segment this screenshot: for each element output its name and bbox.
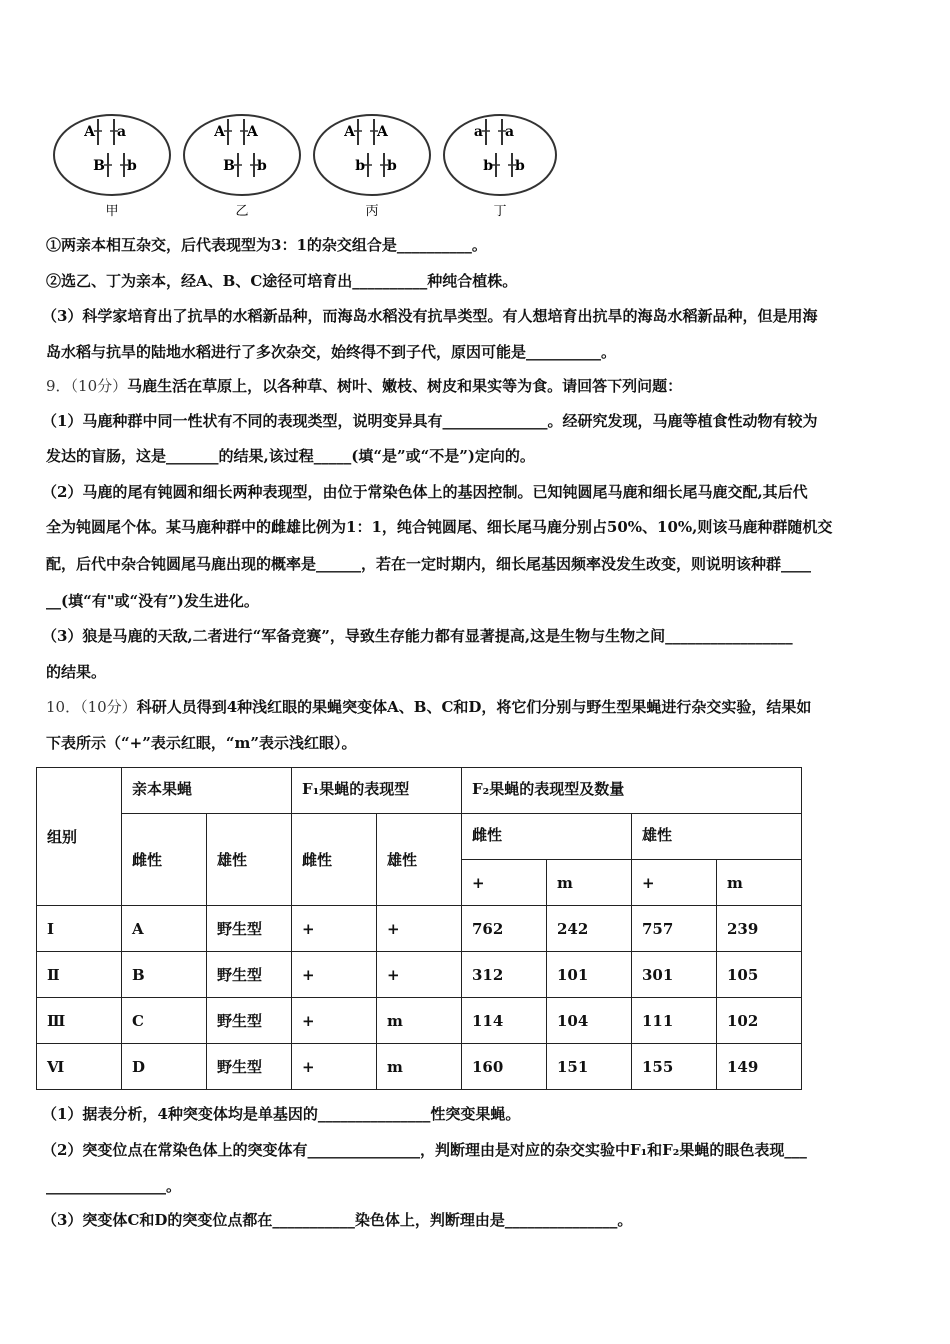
header-plus: + <box>462 860 547 906</box>
gene-label: b <box>483 158 493 174</box>
header-female: 雌性 <box>122 814 207 906</box>
table-cell: Ⅲ <box>37 998 122 1044</box>
table-row <box>37 906 802 952</box>
gene-label: A <box>377 124 388 140</box>
chromosome-diagram <box>50 105 590 220</box>
table-cell: 151 <box>547 1044 632 1090</box>
text-line: 下表所示（“+”表示红眼，“m”表示浅红眼）。 <box>46 734 357 752</box>
gene-label: b <box>387 158 397 174</box>
text-line: （2）马鹿的尾有钝圆和细长两种表现型，由位于常染色体上的基因控制。已知钝圆尾马鹿和细长尾马鹿交配,其后代 <box>42 483 808 501</box>
table-cell: + <box>292 906 377 952</box>
question-number: 10．（10分） <box>46 698 137 716</box>
text-line: （2）突变位点在常染色体上的突变体有_______________，判断理由是对应的杂交实验中F₁和F₂果蝇的眼色表现___ <box>42 1141 807 1159</box>
text-line: __(填“有"或“没有”)发生进化。 <box>46 592 259 610</box>
table-cell: 239 <box>717 906 802 952</box>
header-m: m <box>717 860 802 906</box>
table-cell: + <box>377 952 462 998</box>
table-cell: 301 <box>632 952 717 998</box>
header-parent: 亲本果蝇 <box>122 768 292 814</box>
text-line: （3）科学家培育出了抗旱的水稻新品种，而海岛水稻没有抗旱类型。有人想培育出抗旱的海岛水稻新品种，但是用海 <box>42 307 818 325</box>
text-line: （3）狼是马鹿的天敌,二者进行“军备竞赛”，导致生存能力都有显著提高,这是生物与生物之间_________________ <box>42 627 793 645</box>
table-cell: 111 <box>632 998 717 1044</box>
table-cell: 101 <box>547 952 632 998</box>
table-cell: Ⅵ <box>37 1044 122 1090</box>
header-group: 组别 <box>37 768 122 906</box>
table-cell: m <box>377 998 462 1044</box>
cell-diagram <box>314 115 430 219</box>
table-cell: Ⅱ <box>37 952 122 998</box>
results-table <box>36 767 802 1090</box>
header-m: m <box>547 860 632 906</box>
table-cell: 312 <box>462 952 547 998</box>
text-line: 配，后代中杂合钝圆尾马鹿出现的概率是______，若在一定时期内，细长尾基因频率没发生改变，则说明该种群____ <box>46 555 812 573</box>
table-cell: 242 <box>547 906 632 952</box>
header-male: 雄性 <box>632 814 802 860</box>
gene-label: a <box>117 124 127 140</box>
table-row <box>37 952 802 998</box>
text-line: 岛水稻与抗旱的陆地水稻进行了多次杂交，始终得不到子代，原因可能是__________。 <box>46 343 617 361</box>
cell-diagram <box>184 115 300 219</box>
gene-label: b <box>127 158 137 174</box>
text-line: 发达的盲肠，这是_______的结果,该过程_____(填“是”或“不是”)定向的。 <box>46 447 535 465</box>
table-cell: + <box>377 906 462 952</box>
table-cell: Ⅰ <box>37 906 122 952</box>
header-f1: F₁果蝇的表现型 <box>292 768 462 814</box>
table-cell: A <box>122 906 207 952</box>
text-line: ①两亲本相互杂交，后代表现型为3：1的杂交组合是__________。 <box>46 236 487 254</box>
table-cell: C <box>122 998 207 1044</box>
header-female: 雌性 <box>292 814 377 906</box>
table-cell: 114 <box>462 998 547 1044</box>
cell-label: 丁 <box>493 204 507 219</box>
gene-label: B <box>223 158 235 174</box>
table-row <box>37 1044 802 1090</box>
table-cell: 野生型 <box>207 906 292 952</box>
gene-label: A <box>344 124 355 140</box>
question-number: 9．（10分） <box>46 377 128 395</box>
gene-label: b <box>515 158 525 174</box>
table-cell: 野生型 <box>207 952 292 998</box>
header-f2: F₂果蝇的表现型及数量 <box>462 768 802 814</box>
table-cell: + <box>292 1044 377 1090</box>
header-plus: + <box>632 860 717 906</box>
table-cell: 762 <box>462 906 547 952</box>
table-cell: 野生型 <box>207 1044 292 1090</box>
gene-label: B <box>93 158 105 174</box>
table-cell: 104 <box>547 998 632 1044</box>
cell-label: 丙 <box>365 204 379 219</box>
table-cell: 102 <box>717 998 802 1044</box>
gene-label: b <box>257 158 267 174</box>
table-cell: m <box>377 1044 462 1090</box>
table-cell: + <box>292 998 377 1044</box>
gene-label: a <box>505 124 515 140</box>
table-cell: 757 <box>632 906 717 952</box>
cell-label: 乙 <box>235 204 249 219</box>
question-9-heading <box>46 376 682 396</box>
cell-label: 甲 <box>105 204 119 219</box>
cell-diagram <box>444 115 556 219</box>
gene-label: b <box>355 158 365 174</box>
gene-label: A <box>84 124 95 140</box>
gene-label: a <box>473 124 483 140</box>
table-cell: 149 <box>717 1044 802 1090</box>
table-cell: 105 <box>717 952 802 998</box>
table-cell: 155 <box>632 1044 717 1090</box>
table-cell: 野生型 <box>207 998 292 1044</box>
gene-label: A <box>247 124 258 140</box>
text-line: （3）突变体C和D的突变位点都在___________染色体上，判断理由是_______________。 <box>42 1211 633 1229</box>
question-text: 科研人员得到4种浅红眼的果蝇突变体A、B、C和D，将它们分别与野生型果蝇进行杂交实验，结果如 <box>136 698 812 716</box>
cell-diagram <box>54 115 170 219</box>
gene-label: A <box>214 124 225 140</box>
text-line: （1）马鹿种群中同一性状有不同的表现类型，说明变异具有______________。经研究发现，马鹿等植食性动物有较为 <box>42 412 818 430</box>
header-male: 雄性 <box>377 814 462 906</box>
question-10-heading <box>46 697 811 717</box>
table-cell: 160 <box>462 1044 547 1090</box>
table-cell: D <box>122 1044 207 1090</box>
text-line: ________________。 <box>46 1177 182 1195</box>
header-female: 雌性 <box>462 814 632 860</box>
table-row <box>37 998 802 1044</box>
table-cell: + <box>292 952 377 998</box>
question-text: 马鹿生活在草原上，以各种草、树叶、嫩枝、树皮和果实等为食。请回答下列问题： <box>127 377 683 395</box>
text-line: 的结果。 <box>46 663 107 681</box>
text-line: 全为钝圆尾个体。某马鹿种群中的雌雄比例为1：1，纯合钝圆尾、细长尾马鹿分别占50%、10%,则该马鹿种群随机交 <box>46 518 833 536</box>
table-cell: B <box>122 952 207 998</box>
header-male: 雄性 <box>207 814 292 906</box>
text-line: ②选乙、丁为亲本，经A、B、C途径可培育出__________种纯合植株。 <box>46 272 518 290</box>
text-line: （1）据表分析，4种突变体均是单基因的_______________性突变果蝇。 <box>42 1105 521 1123</box>
